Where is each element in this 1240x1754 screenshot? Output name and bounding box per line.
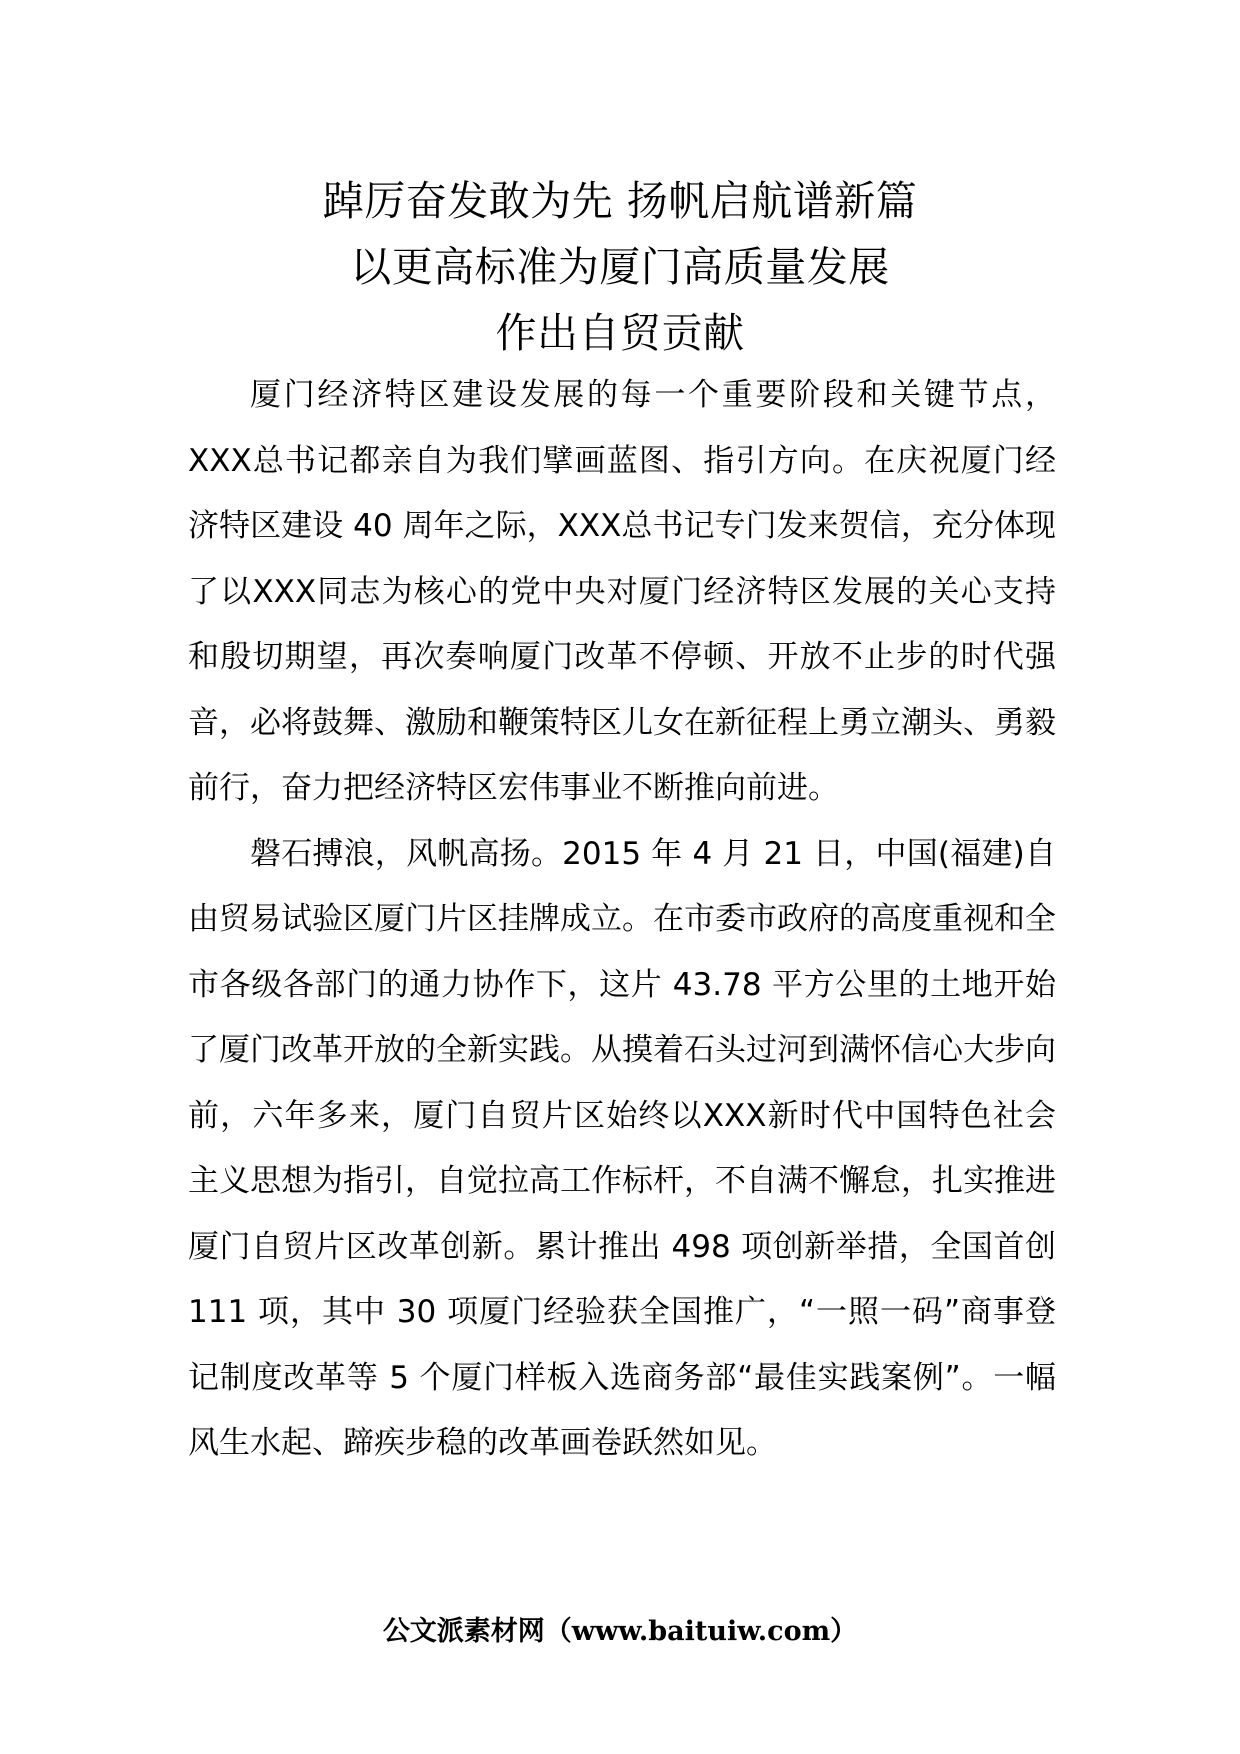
document-title xyxy=(0,168,1240,366)
title-line-2: 以更高标准为厦门高质量发展 xyxy=(350,243,890,291)
title-line-1: 踔厉奋发敢为先 扬帆启航谱新篇 xyxy=(322,177,918,225)
footer-watermark: 公文派素材网（www.baituiw.com） xyxy=(382,1616,858,1647)
title-line-3: 作出自贸贡献 xyxy=(495,309,745,357)
document-body xyxy=(188,363,1056,1477)
paragraph-1: 厦门经济特区建设发展的每一个重要阶段和关键节点，XXX总书记都亲自为我们擘画蓝图、指引方向。在庆祝厦门经济特区建设 40 周年之际，XXX总书记专门发来贺信，充分体现了以XXX同志为核心的党中央对厦门经济特区发展的关心支持和殷切期望，再次奏响厦门改革不停顿、开放不止步的时代强音，必将鼓舞、激励和鞭策特区儿女在新征程上勇立潮头、勇毅前行，奋力把经济特区宏伟事业不断推向前进。 xyxy=(188,377,1056,806)
paragraph-2: 磐石搏浪，风帆高扬。2015 年 4 月 21 日，中国(福建)自由贸易试验区厦门片区挂牌成立。在市委市政府的高度重视和全市各级各部门的通力协作下，这片 43.78 平方公里的土地开始了厦门改革开放的全新实践。从摸着石头过河到满怀信心大步向前，六年多来，厦门自贸片区始终以XXX新时代中国特色社会主义思想为指引，自觉拉高工作标杆，不自满不懈怠，扎实推进厦门自贸片区改革创新。累计推出 498 项创新举措，全国首创 111 项，其中 30 项厦门经验获全国推广，“一照一码”商事登记制度改革等 5 个厦门样板入选商务部“最佳实践案例”。一幅风生水起、蹄疾步稳的改革画卷跃然如见。 xyxy=(188,835,1056,1461)
